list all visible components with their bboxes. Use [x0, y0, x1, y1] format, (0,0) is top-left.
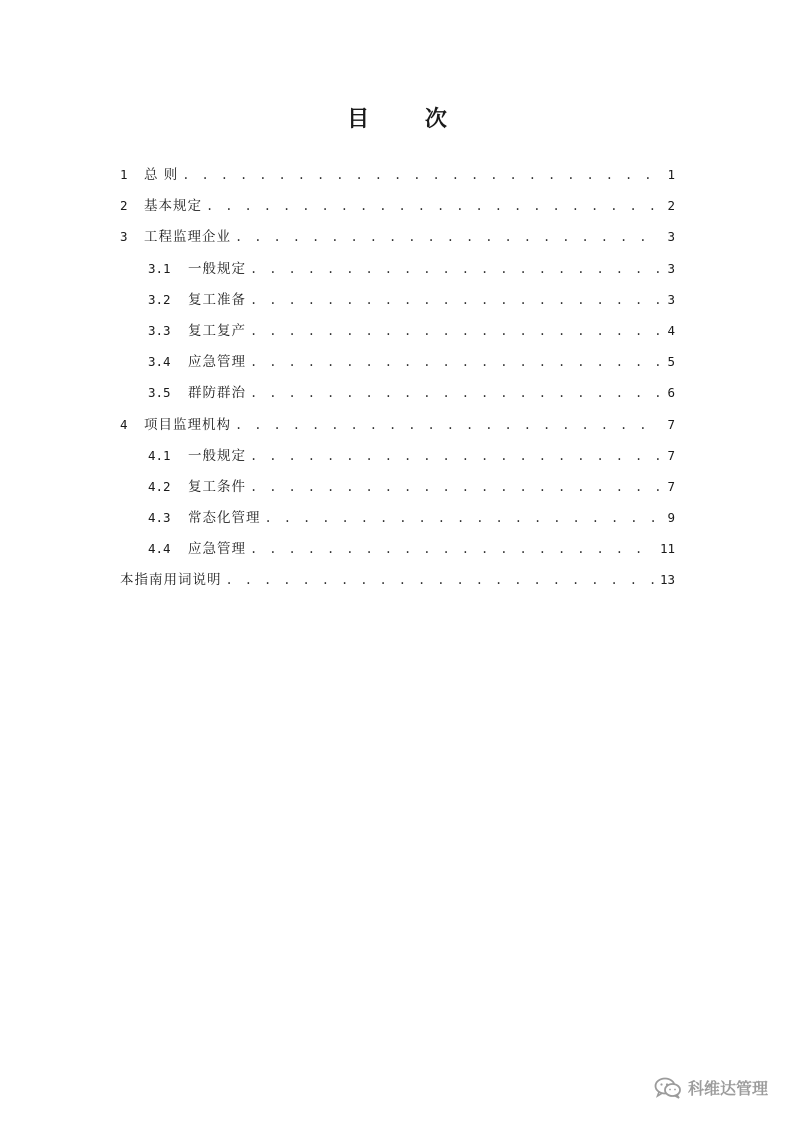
toc-entry-page-number: 4 [667, 322, 675, 338]
toc-entry[interactable] [120, 538, 675, 569]
toc-entry-number: 4.4 [148, 541, 171, 557]
toc-entry[interactable] [120, 569, 675, 600]
toc-entry-label: 复工准备 [188, 291, 246, 308]
toc-entry[interactable] [120, 289, 675, 320]
toc-entry[interactable] [120, 164, 675, 195]
toc-entry-label: 应急管理 [188, 354, 246, 371]
page-title: 目 次 [347, 107, 471, 132]
toc-entry-page-number: 7 [667, 447, 675, 463]
toc-dot-leader [250, 382, 659, 404]
toc-entry[interactable] [120, 226, 675, 257]
toc-entry-label: 项目监理机构 [144, 416, 231, 433]
toc-entry[interactable] [120, 351, 675, 382]
toc-entry-page-number: 5 [667, 354, 675, 370]
table-of-contents [120, 164, 675, 601]
toc-entry-label: 总 则 [144, 167, 179, 183]
toc-entry-page-number: 6 [667, 385, 675, 401]
toc-entry-number: 3.5 [148, 385, 171, 401]
toc-entry-number: 3.3 [148, 322, 171, 338]
toc-entry-number: 2 [120, 198, 128, 214]
toc-dot-leader [250, 258, 659, 280]
toc-entry-label: 复工条件 [188, 478, 246, 495]
toc-entry-page-number: 3 [667, 229, 675, 245]
toc-dot-leader [182, 164, 659, 186]
toc-entry-label: 基本规定 [144, 198, 202, 215]
toc-dot-leader [235, 414, 659, 436]
toc-entry-label: 工程监理企业 [144, 229, 231, 246]
toc-dot-leader [235, 226, 659, 248]
toc-entry-label: 本指南用词说明 [120, 572, 222, 589]
toc-entry-number: 4 [120, 416, 128, 432]
watermark-text: 科维达管理 [687, 1079, 768, 1098]
toc-dot-leader [250, 476, 659, 498]
toc-dot-leader [250, 351, 659, 373]
watermark [654, 1076, 768, 1099]
toc-dot-leader [250, 538, 654, 560]
toc-entry-number: 4.2 [148, 478, 171, 494]
toc-entry-page-number: 9 [667, 510, 675, 526]
toc-entry[interactable] [120, 476, 675, 507]
toc-entry-label: 常态化管理 [188, 510, 261, 527]
toc-entry-page-number: 11 [659, 541, 675, 557]
toc-entry-number: 3.4 [148, 354, 171, 370]
toc-entry[interactable] [120, 258, 675, 289]
toc-dot-leader [250, 445, 659, 467]
toc-entry-label: 应急管理 [188, 541, 246, 558]
toc-entry[interactable] [120, 507, 675, 538]
toc-entry-page-number: 7 [667, 478, 675, 494]
toc-entry[interactable] [120, 382, 675, 413]
toc-entry-number: 3.2 [148, 291, 171, 307]
toc-entry-label: 群防群治 [188, 385, 246, 402]
toc-entry-page-number: 13 [659, 572, 675, 588]
wechat-icon [654, 1077, 682, 1099]
toc-entry-label: 复工复产 [188, 322, 246, 339]
toc-dot-leader [206, 195, 659, 217]
toc-entry-number: 3.1 [148, 260, 171, 276]
toc-entry-number: 4.1 [148, 447, 171, 463]
toc-entry-number: 3 [120, 229, 128, 245]
toc-entry-page-number: 7 [667, 416, 675, 432]
toc-dot-leader [250, 289, 659, 311]
toc-entry[interactable] [120, 414, 675, 445]
toc-entry[interactable] [120, 320, 675, 351]
toc-entry-page-number: 3 [667, 260, 675, 276]
toc-entry[interactable] [120, 445, 675, 476]
toc-entry-page-number: 3 [667, 291, 675, 307]
toc-entry[interactable] [120, 195, 675, 226]
toc-entry-number: 4.3 [148, 510, 171, 526]
toc-entry-label: 一般规定 [188, 447, 246, 464]
toc-entry-page-number: 2 [667, 198, 675, 214]
toc-dot-leader [265, 507, 660, 529]
toc-dot-leader [250, 320, 659, 342]
toc-dot-leader [226, 569, 654, 591]
toc-entry-number: 1 [120, 167, 128, 182]
toc-entry-page-number: 1 [667, 167, 675, 182]
toc-entry-label: 一般规定 [188, 260, 246, 277]
